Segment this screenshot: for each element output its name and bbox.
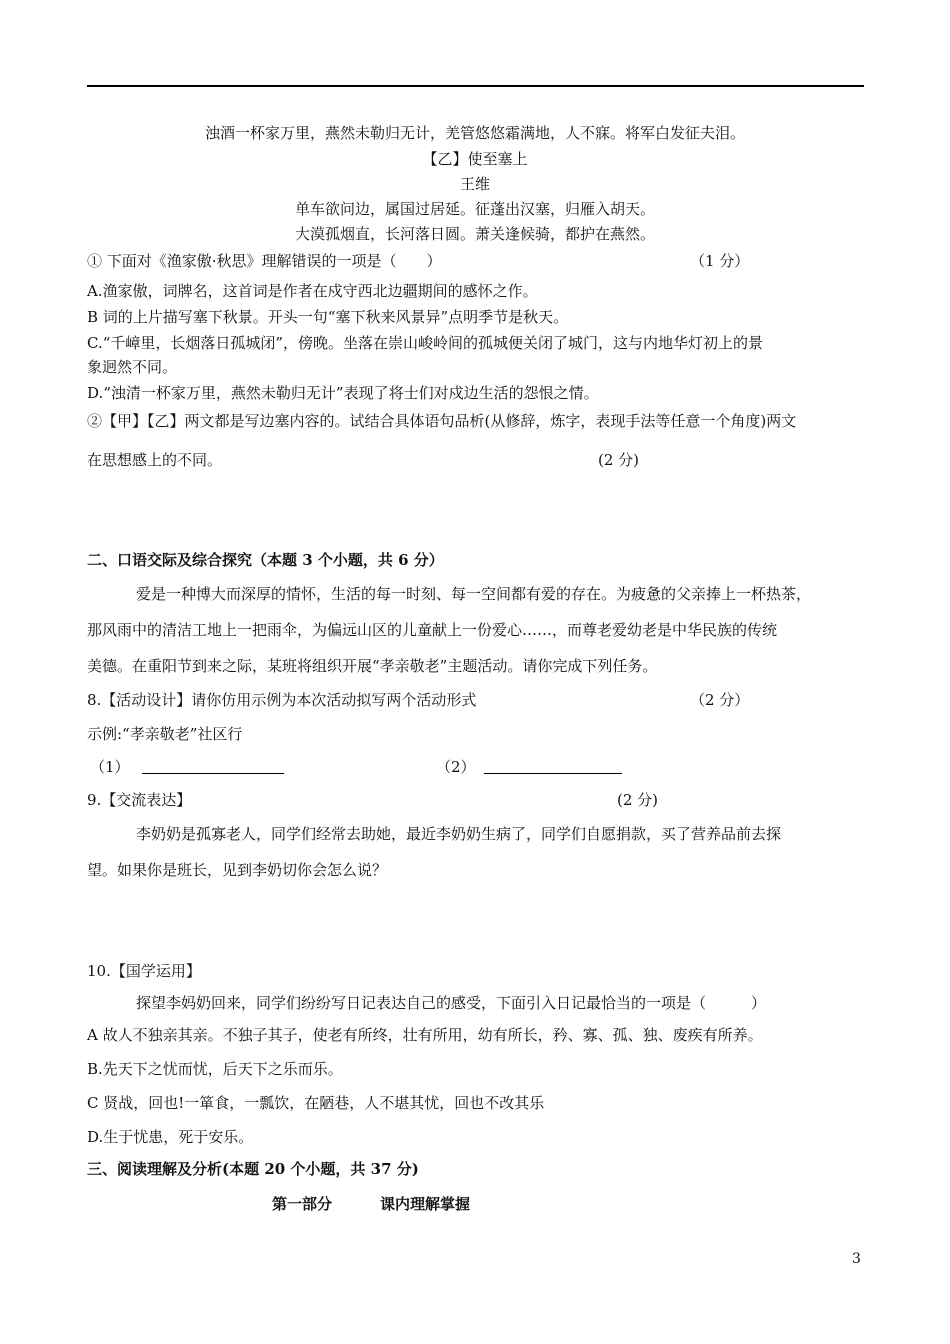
q10-stem: 10.【国学运用】 (87, 962, 201, 980)
q1-stem: ① 下面对《渔家傲·秋思》理解错误的一项是（ ） (87, 252, 442, 270)
section-2-intro-line-2: 那风雨中的清洁工地上一把雨伞，为偏远山区的儿童献上一份爱心……，而尊老爱幼老是中华民族的传统 (87, 621, 778, 639)
q10-text: 探望李妈奶回来，同学们纷纷写日记表达自己的感受，下面引入日记最恰当的一项是（ ） (136, 994, 767, 1012)
q10-option-a: A 故人不独亲其亲。不独子其子，使老有所终，壮有所用，幼有所长，矜、寡、孤、独、废疾有所养。 (87, 1026, 763, 1044)
q2-score: (2 分) (598, 451, 640, 469)
q8-blank-1-label: （1） (90, 758, 130, 776)
q1-option-a: A.渔家傲，词牌名，这首词是作者在戍守西北边疆期间的感怀之作。 (87, 282, 538, 300)
q9-text-line-1: 李奶奶是孤寡老人，同学们经常去助她，最近李奶奶生病了，同学们自愿捐款，买了营养品前去探 (136, 825, 782, 843)
q8-answer-1 (90, 756, 284, 778)
q8-score: （2 分） (690, 691, 750, 709)
q8-example: 示例:“孝亲敬老”社区行 (87, 725, 243, 743)
section-2-intro-line-3: 美德。在重阳节到来之际，某班将组织开展“孝亲敬老”主题活动。请你完成下列任务。 (87, 657, 658, 675)
q1-option-b: B 词的上片描写塞下秋景。开头一句“塞下秋来风景异”点明季节是秋天。 (87, 308, 569, 326)
page-number: 3 (852, 1251, 861, 1267)
part-1-label: 第一部分 (272, 1195, 333, 1213)
q8-blank-2-label: （2） (436, 758, 476, 776)
q10-option-c: C 贤战，回也!一箪食，一瓢饮，在陋巷，人不堪其忧，回也不改其乐 (87, 1094, 545, 1112)
q1-option-c-line-1: C.“千嶂里，长烟落日孤城闭”，傍晚。坐落在崇山峻岭间的孤城便关闭了城门，这与内地华灯初上的景 (87, 334, 764, 352)
poem-jia-last-line: 浊酒一杯家万里，燕然未勒归无计，羌管悠悠霜满地，人不寐。将军白发征夫泪。 (204, 124, 745, 142)
q9-score: (2 分) (617, 791, 659, 809)
section-3-heading: 三、阅读理解及分析(本题 20 个小题，共 37 分) (87, 1160, 419, 1178)
section-2-heading: 二、口语交际及综合探究（本题 3 个小题，共 6 分） (87, 551, 444, 569)
poem-yi-line-1: 单车欲问边，属国过居延。征蓬出汉塞，归雁入胡天。 (294, 200, 655, 218)
q9-stem: 9.【交流表达】 (87, 791, 192, 809)
q1-option-c-line-2: 象迥然不同。 (87, 358, 178, 376)
q8-answer-blank-1[interactable] (142, 757, 284, 774)
q1-option-d: D.“浊清一杯家万里，燕然未勒归无计”表现了将士们对戍边生活的怨恨之情。 (87, 384, 599, 402)
q2-line-1: ②【甲】【乙】两文都是写边塞内容的。试结合具体语句品析(从修辞，炼字，表现手法等任意一个角度)两文 (87, 412, 797, 430)
q2-line-2: 在思想感上的不同。 (87, 451, 223, 469)
header-rule (87, 85, 864, 87)
poem-yi-line-2: 大漠孤烟直，长河落日圆。萧关逢候骑，都护在燕然。 (294, 225, 655, 243)
section-2-intro-line-1: 爱是一种博大而深厚的情怀，生活的每一时刻、每一空间都有爱的存在。为疲惫的父亲捧上一杯热茶， (136, 585, 812, 603)
q10-option-b: B.先天下之忧而忧，后天下之乐而乐。 (87, 1060, 343, 1078)
q10-option-d: D.生于忧患，死于安乐。 (87, 1128, 254, 1146)
q8-stem: 8.【活动设计】请你仿用示例为本次活动拟写两个活动形式 (87, 691, 477, 709)
part-1-title: 课内理解掌握 (380, 1195, 471, 1213)
q9-text-line-2: 望。如果你是班长，见到李奶切你会怎么说？ (87, 861, 388, 879)
poem-yi-title: 【乙】使至塞上 (422, 150, 528, 168)
q8-answer-blank-2[interactable] (484, 757, 622, 774)
poem-yi-author: 王维 (459, 175, 490, 193)
q1-score: （1 分） (690, 252, 750, 270)
q8-answer-2 (436, 756, 622, 778)
